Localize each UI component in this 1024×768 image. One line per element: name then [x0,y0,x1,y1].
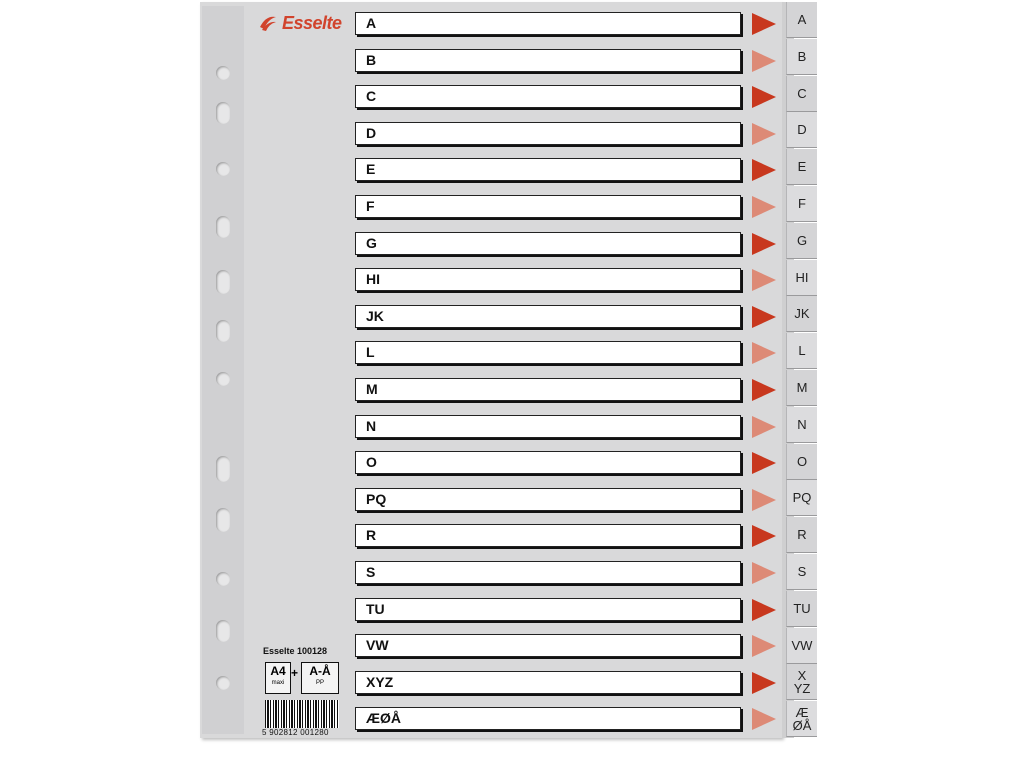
triangle-right-icon [752,86,776,108]
triangle-right-icon [752,562,776,584]
brand-logo [258,12,342,34]
triangle-right-icon [752,525,776,547]
triangle-right-icon [752,708,776,730]
punch-hole [216,216,230,238]
side-tab [786,480,817,516]
side-tab-label: Æ ØÅ [792,704,812,733]
label-text: M [366,381,378,397]
material-text: PP [315,680,324,686]
side-tab [786,112,817,148]
label-text: D [366,125,377,141]
label-text: E [366,161,376,177]
label-bar [355,415,741,438]
label-bar [355,524,741,547]
side-tab [786,444,817,480]
format-box [265,662,291,694]
triangle-right-icon [752,452,776,474]
side-tab [786,591,817,627]
side-tab-label: O [796,454,808,469]
triangle-right-icon [752,233,776,255]
label-text: JK [366,308,384,324]
label-bar [355,305,741,328]
side-tab-label: X YZ [793,667,811,696]
triangle-right-icon [752,123,776,145]
side-tab-label: L [798,343,806,358]
label-text: VW [366,637,389,653]
label-text: XYZ [366,674,394,690]
divider-sheet [200,2,782,738]
side-tab-label: VW [791,638,813,653]
range-text: A-Å [309,664,331,678]
label-text: G [366,235,377,251]
punch-hole [216,102,230,124]
side-tab-label: A [797,12,807,27]
side-tab-label: S [797,564,807,579]
label-bar [355,671,741,694]
triangle-right-icon [752,196,776,218]
label-bar [355,707,741,730]
punch-hole [216,270,230,294]
side-tab-label: C [797,86,807,101]
side-tab [786,296,817,332]
punch-hole [216,508,230,532]
triangle-right-icon [752,379,776,401]
side-tab [786,76,817,112]
triangle-right-icon [752,635,776,657]
label-bar [355,634,741,657]
format-note: maxi [271,680,285,686]
side-tab-label: PQ [792,490,812,505]
triangle-right-icon [752,306,776,328]
plus-sign: + [291,666,299,680]
triangle-right-icon [752,416,776,438]
side-tab [786,628,817,664]
label-text: L [366,344,375,360]
side-tab [786,186,817,222]
side-tab-label: R [797,527,807,542]
label-bar [355,122,741,145]
punch-hole [216,162,230,176]
triangle-right-icon [752,489,776,511]
label-text: R [366,527,377,543]
format-text: A4 [270,664,286,678]
side-tab-label: M [796,380,808,395]
label-text: N [366,418,377,434]
label-text: TU [366,601,385,617]
label-text: C [366,88,377,104]
side-tab-label: HI [795,270,809,285]
label-text: ÆØÅ [366,710,401,726]
side-tab-label: F [798,196,806,211]
side-tab [786,333,817,369]
punch-hole [216,572,230,586]
label-bar [355,268,741,291]
label-text: B [366,52,377,68]
punch-hole [216,66,230,80]
side-tab-label: B [797,49,807,64]
side-tab-label: N [797,417,807,432]
label-text: O [366,454,377,470]
label-bar [355,49,741,72]
label-bar [355,195,741,218]
label-bar [355,12,741,35]
barcode-number: 5 902812 001280 [262,728,329,737]
triangle-right-icon [752,269,776,291]
side-tab [786,39,817,75]
label-bar [355,232,741,255]
punch-hole [216,320,230,342]
side-tab [786,370,817,406]
label-bar [355,488,741,511]
triangle-right-icon [752,159,776,181]
side-tab [786,407,817,443]
label-bar [355,561,741,584]
label-text: PQ [366,491,387,507]
side-tab-label: E [797,159,807,174]
side-tab [786,701,817,737]
side-tab [786,149,817,185]
label-bar [355,158,741,181]
label-bar [355,378,741,401]
side-tab [786,554,817,590]
esselte-logo-icon [258,13,278,33]
side-tab-label: G [796,233,808,248]
label-bar [355,598,741,621]
label-text: A [366,15,377,31]
brand-name: Esselte [282,12,342,33]
side-tab [786,664,817,700]
side-tab [786,517,817,553]
barcode-icon [265,700,339,728]
triangle-right-icon [752,599,776,621]
range-box [301,662,339,694]
triangle-right-icon [752,13,776,35]
punch-hole [216,372,230,386]
side-tab-label: TU [793,601,811,616]
label-bar [355,341,741,364]
side-tab [786,223,817,259]
punch-hole [216,620,230,642]
punch-hole [216,456,230,482]
side-tab [786,260,817,296]
side-tab-label: JK [794,306,810,321]
punch-hole [216,676,230,690]
triangle-right-icon [752,672,776,694]
triangle-right-icon [752,50,776,72]
triangle-right-icon [752,342,776,364]
label-text: F [366,198,375,214]
label-text: S [366,564,376,580]
label-text: HI [366,271,380,287]
side-tab [786,2,817,38]
label-bar [355,451,741,474]
label-bar [355,85,741,108]
side-tab-label: D [797,122,807,137]
product-title: Esselte 100128 [263,646,328,656]
